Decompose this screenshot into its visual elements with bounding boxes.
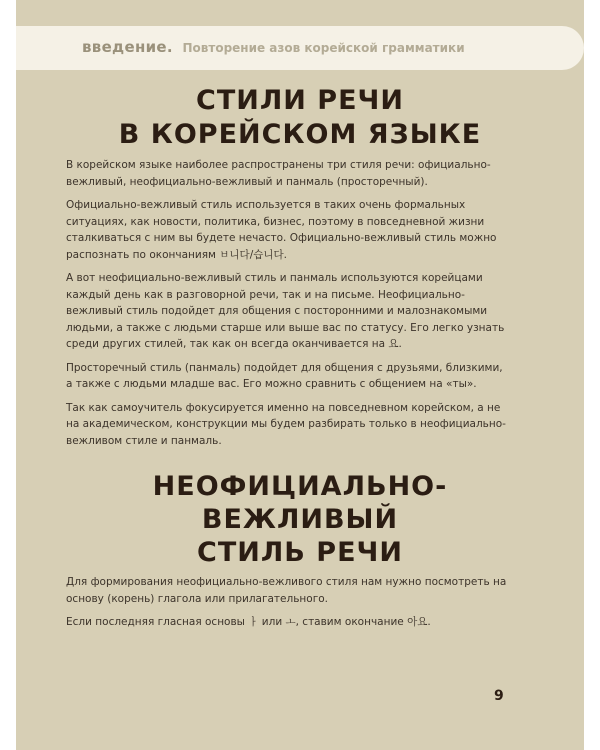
section-body-informal-polite <box>66 574 512 638</box>
section-title-line: ВЕЖЛИВЫЙ <box>201 504 399 535</box>
section-title-line: НЕОФИЦИАЛЬНО- <box>152 471 448 502</box>
section-title-line: СТИЛИ РЕЧИ <box>196 85 404 116</box>
paragraph: Просторечный стиль (панмаль) подойдет для общения с друзьями, близкими, а также с людьми младше вас. Его можно сравнить с общением на «ты». <box>66 361 503 390</box>
chapter-label: введение. <box>82 38 173 56</box>
chapter-subtitle: Повторение азов корейской грамматики <box>182 41 465 55</box>
section-title-line: СТИЛЬ РЕЧИ <box>197 537 403 568</box>
paragraph: А вот неофициально-вежливый стиль и панмаль используются корейцами каждый день как в разговорной речи, так и на письме. Неофициально-вежливый стиль подойдет для общения с посторонними и малознакомыми людьми, а также с людьми старше или выше вас по статусу. Его легко узнать среди других стилей, так как он всегда оканчивается на 요. <box>66 272 505 350</box>
chapter-header <box>82 37 465 56</box>
section-title-speech-styles <box>16 84 584 152</box>
paragraph: Если последняя гласная основы ㅏ или ㅗ, ставим окончание 아요. <box>66 616 431 628</box>
paragraph: Для формирования неофициально-вежливого стиля нам нужно посмотреть на основу (корень) глагола или прилагательного. <box>66 576 507 605</box>
section-body-speech-styles <box>66 157 512 456</box>
page-number: 9 <box>494 688 504 704</box>
paragraph: В корейском языке наиболее распространены три стиля речи: официально-вежливый, неофициально-вежливый и панмаль (просторечный). <box>66 159 491 188</box>
paragraph: Так как самоучитель фокусируется именно на повседневном корейском, а не на академическом, конструкции мы будем разбирать только в неофициально-вежливом стиле и панмаль. <box>66 401 506 447</box>
section-title-line: В КОРЕЙСКОМ ЯЗЫКЕ <box>118 119 482 150</box>
paragraph: Официально-вежливый стиль используется в таких очень формальных ситуациях, как новости, политика, бизнес, поэтому в повседневной жизни сталкиваться с ним вы будете нечасто. Официально-вежливый стиль можно распознать по окончаниям ㅂ니다/습니다. <box>66 199 497 261</box>
section-title-informal-polite <box>16 470 584 569</box>
